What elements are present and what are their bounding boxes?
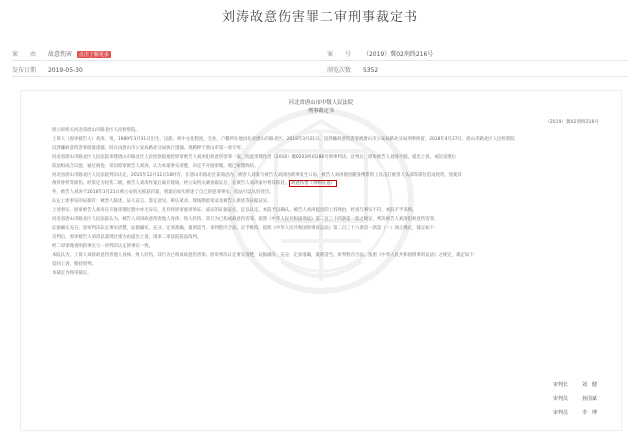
date-row	[12, 65, 83, 74]
signature-role: 审判员	[552, 410, 568, 416]
cause-row	[12, 49, 111, 58]
paragraph: 经二审审理查明的事实与一审判决认定的事实一致。	[52, 243, 153, 249]
signature-name: 刘 健	[581, 382, 597, 388]
paragraph: 依法组成合议庭，通过阅卷，讯问原审被告人刘涛，认为本案事实清楚，决定不开庭审理。现已审理终结。	[52, 163, 259, 169]
paragraph: 外，被告人刘涛于2018年3月21日被公安机关抓获归案，到案后如实供述了自己的犯罪事实，依法可以从轻处罚。	[52, 190, 274, 196]
caseno-row	[327, 49, 433, 58]
paragraph: 上诉人（原审被告人）刘涛，男，1989年3月31日出生，汉族，初中文化程度，无业，户籍所在地河北省唐山市路北区。2018年3月21日，因涉嫌故意伤害罪被唐山市公安局路北分局刑事拘留，2018年4月27日，唐山市路北区人民检察院	[52, 136, 515, 142]
date-label: 发布日期	[12, 67, 37, 74]
court-name: 河北省唐山市中级人民法院	[288, 100, 354, 106]
document-kind: 刑事裁定书	[308, 108, 334, 114]
paragraph: 以涉嫌故意伤害罪批准逮捕，同日由唐山市公安局路北分局执行逮捕。现羁押于唐山市第一看守所。	[52, 145, 246, 151]
more-info-badge[interactable]: 点击了解更多	[78, 52, 109, 58]
paragraph: 证据确实充分，原审判决认定事实清楚，证据确实、充分，定罪准确，量刑适当，审判程序合法，应予维持。依照《中华人民共和国刑事诉讼法》第二百三十六条第一款第（一）项之规定，裁定如下：	[52, 225, 439, 231]
signature-role: 审判长	[552, 382, 568, 388]
views-row	[327, 65, 378, 74]
signature-name: 李 博	[581, 410, 597, 416]
divider	[12, 76, 628, 77]
cause-link[interactable]: 故意伤害	[47, 51, 72, 58]
views-value: 5352	[362, 67, 379, 74]
document-case-number: （2019）冀02刑终216号	[545, 120, 599, 125]
paragraph: 原公诉机关河北省唐山市路北区人民检察院。	[52, 128, 140, 133]
paragraph: 本裁定为终审裁定。	[52, 270, 92, 276]
paragraph: 河北省唐山市路北区人民法院判决认定，2015年12月12日18时许，在唐山市路北区某商店内，被害人刘某与被告人刘涛因琐事发生口角，被告人刘涛使用随身携带的工具击打被害人头部等部位造成致伤，致使其	[52, 172, 462, 178]
caseno-label: 案 号	[327, 51, 352, 58]
paragraph: 认定上述事实的证据有：被害人陈述、证人证言、鉴定意见、辨认笔录、现场勘验笔录及被告人供述等证据证实。	[52, 199, 272, 205]
divider	[12, 60, 628, 61]
paragraph: 宣判后，原审被告人刘涛以量刑过重为由提出上诉，请求二审法院依法改判。	[52, 234, 202, 240]
paragraph: 河北省唐山市路北区人民法院认为，被告人刘涛故意伤害他人身体，致人轻伤，其行为已构成故意伤害罪。依照《中华人民共和国刑法》第二百三十四条第一款之规定，判决被告人刘涛犯故意伤害罪。	[52, 217, 439, 223]
judgment-document	[20, 90, 622, 431]
signature-line	[553, 395, 597, 402]
paragraph: 驳回上诉，维持原判。	[52, 261, 96, 267]
paragraph-text: 颅骨骨折等损伤。经鉴定为轻伤二级。被告人刘涛作案后离开现场。经公安机关调查取证后，在被告人刘涛家中将其抓获。	[52, 181, 290, 187]
signature-name: 孙国斌	[581, 396, 597, 402]
signature-line	[553, 409, 597, 416]
signature-role: 审判员	[552, 396, 568, 402]
paragraph: 上述事实，原审被告人刘涛在开庭审理过程中亦无异议，且有经原审庭审举证、质证的证据证实，足以认定，本院予以确认。被告人刘涛提出的上诉理由，经查与事实不符，本院不予采纳。	[52, 208, 417, 214]
paragraph: 本院认为，上诉人刘涛故意伤害他人身体，致人轻伤，其行为已构成故意伤害罪。原审判决认定事实清楚，证据确实、充分，定罪准确，量刑适当，审判程序合法。依照《中华人民共和国刑事诉讼法》之规定，裁定如下：	[52, 252, 478, 258]
views-label: 浏览次数	[327, 67, 352, 74]
highlighted-keyword[interactable]: 故意伤害（刑拘在逃）	[291, 181, 336, 187]
signature-line	[553, 381, 597, 388]
caseno-value: （2019）冀02刑终216号	[362, 51, 434, 58]
paragraph-with-highlight	[21, 180, 621, 189]
page-title: 刘涛故意伤害罪二审刑事裁定书	[221, 10, 418, 25]
paragraph: 河北省唐山市路北区人民法院审理唐山市路北区人民检察院指控原审被告人刘涛犯故意伤害罪一案，因此审理作出（2018）冀0203刑初286号刑事判决。宣判后，原审被告人刘涛不服，提出上诉。本院受理后	[52, 154, 456, 160]
date-value: 2019-05-30	[47, 67, 83, 74]
cause-label: 案 由	[12, 51, 37, 58]
